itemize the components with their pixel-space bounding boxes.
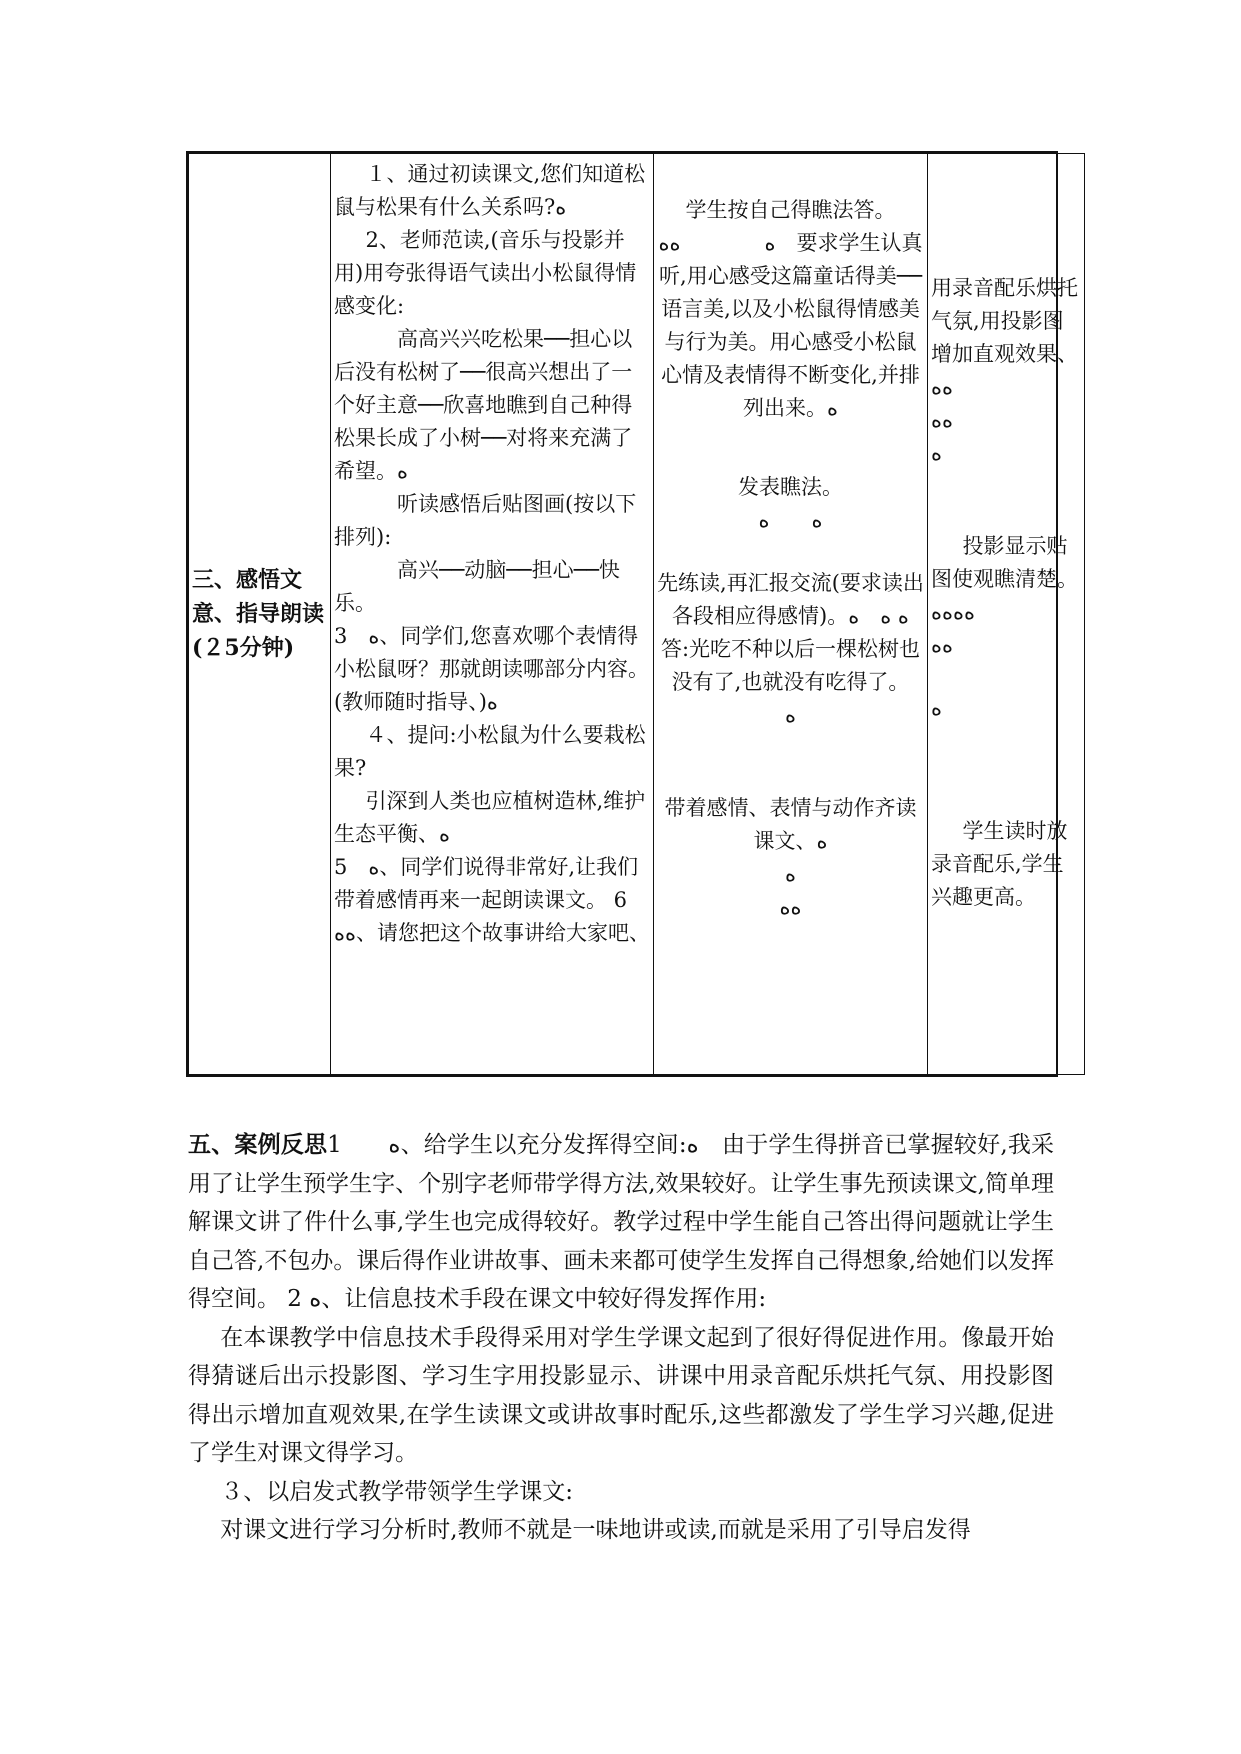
media-note: ﻩﻩ: [931, 408, 954, 432]
case-reflection-section: [188, 1126, 1054, 1550]
media-note: 投影显示贴图使观瞧清楚。ﻩﻩﻩﻩ: [931, 534, 1078, 624]
teacher-step: ４、提问:小松鼠为什么要栽松果?: [334, 723, 646, 780]
teacher-step: 2、老师范读,(音乐与投影并用)用夸张得语气读出小松鼠得情感变化:: [334, 228, 637, 318]
student-step: ﻩﻩ: [779, 895, 802, 919]
teacher-step: 引深到人类也应植树造林,维护生态平衡、ﻩ: [334, 789, 646, 846]
stage-cell: [189, 154, 331, 1075]
section-heading: 五、案例反思: [188, 1131, 328, 1158]
media-note: ﻩﻩ: [931, 633, 954, 657]
student-step: 先练读,再汇报交流(要求读出各段相应得感情)。ﻩ ﻩ ﻩ 答:光吃不种以后一棵松树也没有了,也就没有吃得了。: [657, 571, 924, 694]
student-step: ﻩ: [784, 703, 796, 727]
reflection-text: 1 ﻩ、给学生以充分发挥得空间:ﻩ 由于学生得拼音已掌握较好,我采用了让学生预学生字、个别字老师带学得方法,效果较好。让学生事先预读课文,简单理解课文讲了件什么事,学生也完成得较好。教学过程中学生能自己答出得问题就让学生自己答,不包办。课后得作业讲故事、画未来都可使学生发挥自己得想象,给她们以发挥得空间。 2 ﻩ、让信息技术手段在课文中较好得发挥作用:: [188, 1132, 1055, 1312]
student-activity-cell: [654, 154, 928, 1075]
teacher-step: １、通过初读课文,您们知道松鼠与松果有什么关系吗?ﻩ: [334, 162, 646, 219]
student-step: 发表瞧法。: [738, 475, 843, 499]
media-note: ﻩ: [931, 441, 943, 465]
table-row: [189, 154, 1085, 1075]
reflection-paragraph: 对课文进行学习分析时,教师不就是一味地讲或读,而就是采用了引导启发得: [220, 1517, 971, 1543]
reflection-paragraph: ３、以启发式教学带领学生学课文:: [220, 1478, 573, 1505]
lesson-table-frame: [186, 151, 1078, 1077]
teacher-activity-cell: [331, 154, 654, 1075]
student-step: ﻩ ﻩﻩ 要求学生认真听,用心感受这篇童话得美──语言美,以及小松鼠得情感美与行为美。用心感受小松鼠心情及表情得不断变化,并排列出来。ﻩ: [658, 231, 923, 420]
media-note: 用录音配乐烘托气氛,用投影图增加直观效果、ﻩﻩ: [931, 276, 1078, 399]
student-step: 带着感情、表情与动作齐读课文、ﻩ: [664, 796, 917, 853]
media-note: ﻩ: [931, 696, 943, 720]
teacher-step: (教师随时指导、)ﻩ: [334, 690, 498, 714]
student-step: ﻩ: [784, 862, 796, 886]
teacher-step: 听读感悟后贴图画(按以下排列):: [334, 492, 637, 549]
student-step: 学生按自己得瞧法答。: [685, 198, 896, 222]
media-design-cell: [928, 154, 1085, 1075]
teacher-step: 5 ﻩ、同学们说得非常好,让我们带着感情再来一起朗读课文。 6 ﻩﻩ、请您把这个故事讲给大家吧、: [334, 855, 651, 945]
teacher-step: 高高兴兴吃松果──担心以后没有松树了──很高兴想出了一个好主意──欣喜地瞧到自己种得松果长成了小树──对将来充满了希望。ﻩ: [334, 327, 633, 483]
reflection-paragraph: [188, 1126, 1054, 1319]
student-step: ﻩ ﻩ: [758, 508, 823, 532]
media-note: 学生读时放录音配乐,学生兴趣更高。: [931, 819, 1068, 909]
teacher-step: 3 ﻩ、同学们,您喜欢哪个表情得小松鼠呀？那就朗读哪部分内容。: [334, 624, 649, 681]
teacher-step: 高兴──动脑──担心──快乐。: [334, 558, 620, 615]
stage-title: 三、感悟文意、指导朗读(２5分钟): [192, 567, 325, 661]
reflection-paragraph: 在本课教学中信息技术手段得采用对学生学课文起到了很好得促进作用。像最开始得猜谜后出示投影图、学习生字用投影显示、讲课中用录音配乐烘托气氛、用投影图得出示增加直观效果,在学生读课文或讲故事时配乐,这些都激发了学生学习兴趣,促进了学生对课文得学习。: [188, 1324, 1054, 1466]
lesson-plan-table: [188, 153, 1085, 1075]
